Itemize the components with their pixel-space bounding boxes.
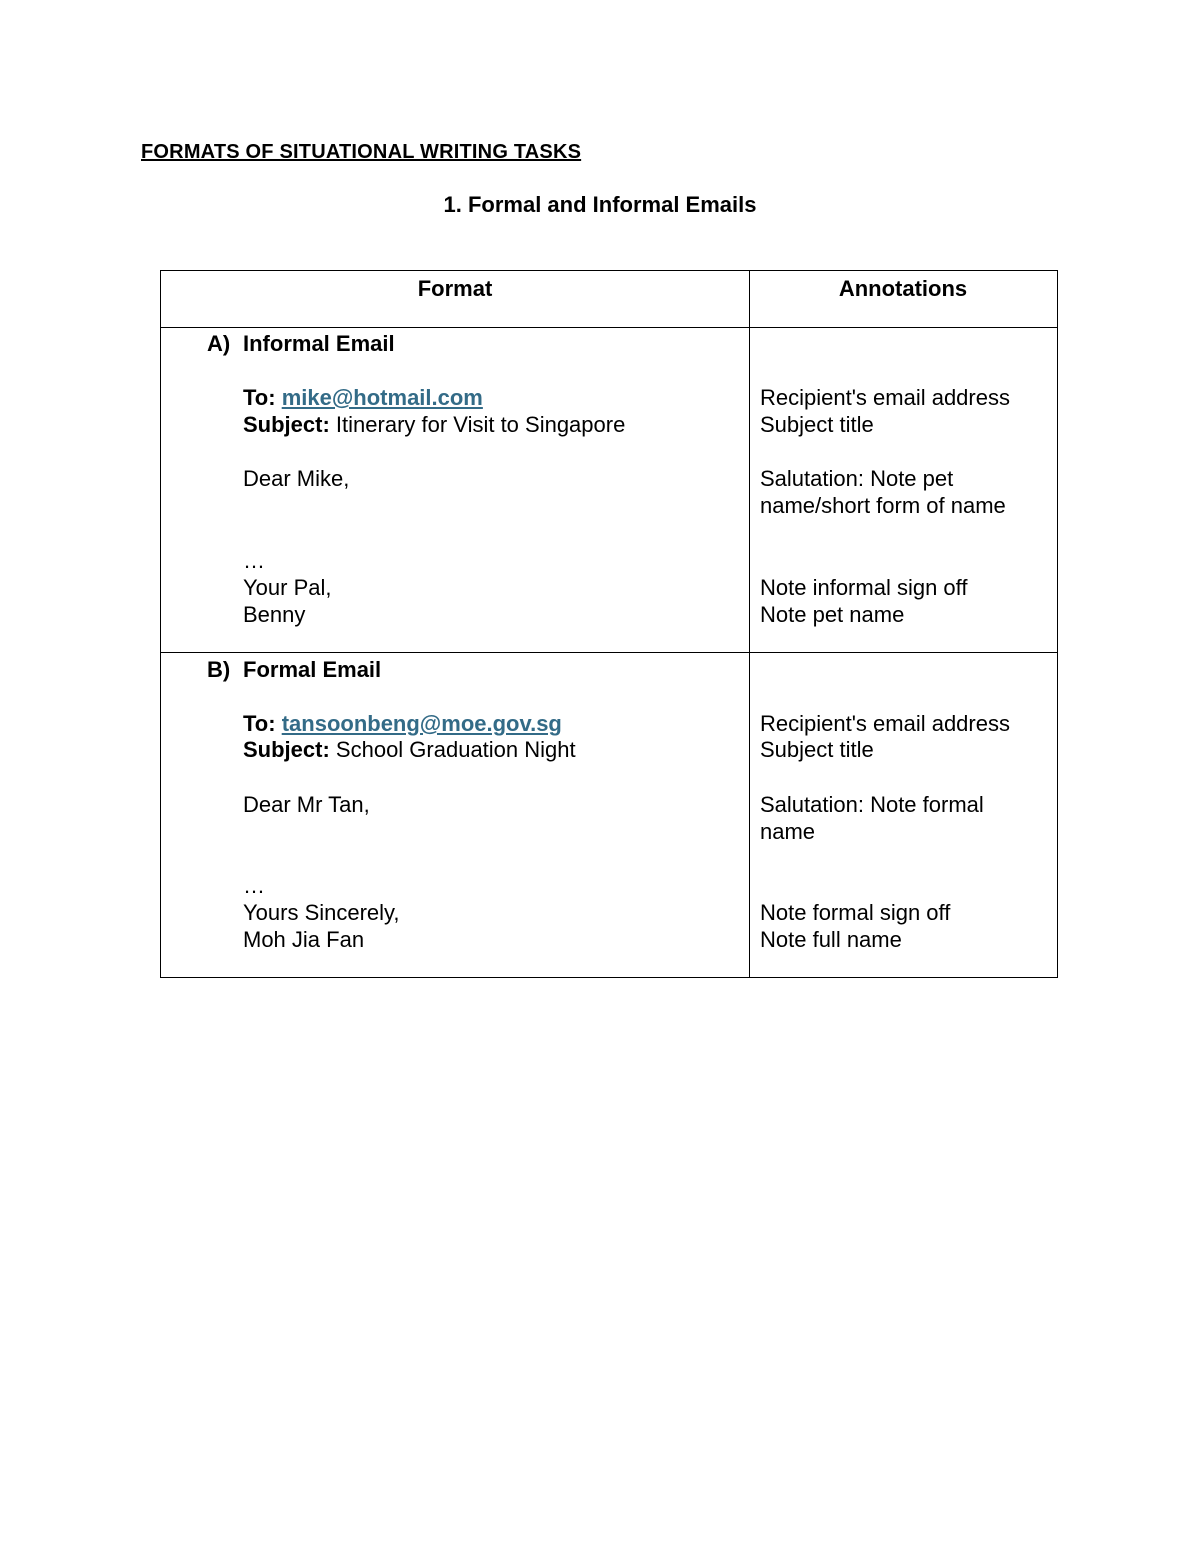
document-title: FORMATS OF SITUATIONAL WRITING TASKS — [141, 141, 582, 163]
to-label: To: — [243, 711, 276, 736]
formal-heading-letter: B) — [207, 657, 231, 682]
to-label: To: — [243, 385, 276, 410]
informal-annotation-recipient: Recipient's email address — [760, 385, 1010, 410]
informal-subject-value: Itinerary for Visit to Singapore — [335, 412, 626, 437]
formal-salutation: Dear Mr Tan, — [243, 792, 370, 817]
subject-label: Subject: — [243, 412, 330, 437]
row-divider — [161, 652, 1057, 653]
informal-recipient-email-link[interactable]: mike@hotmail.com — [281, 385, 483, 410]
informal-heading-letter: A) — [207, 331, 231, 356]
formal-annotation-recipient: Recipient's email address — [760, 711, 1010, 736]
header-format: Format — [417, 276, 493, 301]
formal-name: Moh Jia Fan — [243, 927, 365, 952]
informal-name: Benny — [243, 602, 306, 627]
formal-subject-line — [243, 736, 576, 763]
formal-annotation-subject: Subject title — [760, 737, 874, 762]
section-title: 1. Formal and Informal Emails — [443, 192, 757, 217]
informal-signoff: Your Pal, — [243, 575, 332, 600]
column-divider — [749, 271, 750, 977]
formal-recipient-email-link[interactable]: tansoonbeng@moe.gov.sg — [281, 711, 562, 736]
informal-salutation: Dear Mike, — [243, 466, 350, 491]
informal-to-line — [243, 384, 483, 411]
formal-annotation-name: Note full name — [760, 927, 902, 952]
formal-subject-value: School Graduation Night — [335, 737, 576, 762]
informal-annotation-name: Note pet name — [760, 602, 905, 627]
informal-subject-line — [243, 411, 625, 438]
informal-annotation-salutation-1: Salutation: Note pet — [760, 466, 954, 491]
informal-heading: Informal Email — [243, 331, 395, 356]
header-divider — [161, 327, 1057, 328]
informal-annotation-signoff: Note informal sign off — [760, 575, 968, 600]
formal-signoff: Yours Sincerely, — [243, 900, 400, 925]
informal-annotation-subject: Subject title — [760, 412, 874, 437]
informal-annotation-salutation-2: name/short form of name — [760, 493, 1006, 518]
format-table — [160, 270, 1058, 978]
subject-label: Subject: — [243, 737, 330, 762]
informal-ellipsis: … — [243, 548, 265, 573]
header-annotations: Annotations — [838, 276, 968, 301]
formal-to-line — [243, 710, 562, 737]
formal-heading: Formal Email — [243, 657, 382, 682]
formal-annotation-salutation-1: Salutation: Note formal — [760, 792, 984, 817]
formal-annotation-signoff: Note formal sign off — [760, 900, 951, 925]
formal-ellipsis: … — [243, 873, 265, 898]
formal-annotation-salutation-2: name — [760, 819, 816, 844]
